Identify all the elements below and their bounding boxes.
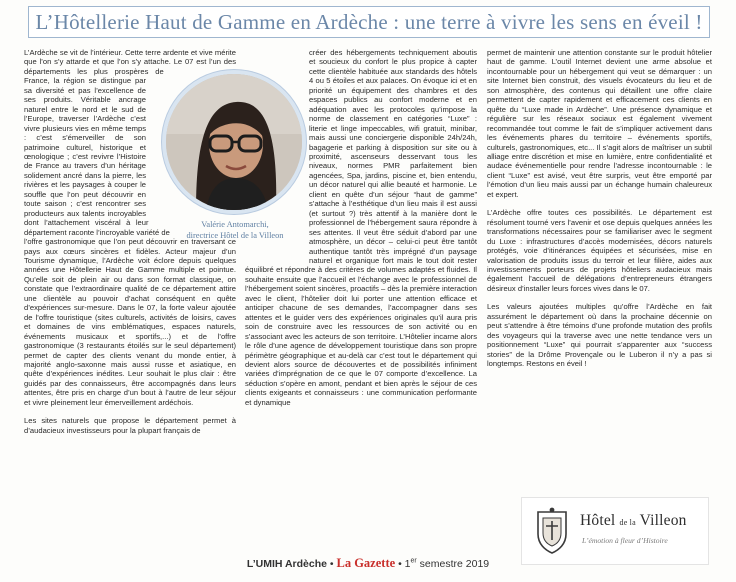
logo-name-main: Hôtel xyxy=(580,512,616,529)
hotel-logo xyxy=(521,497,709,565)
footer-brand: L’UMIH Ardèche xyxy=(246,558,327,570)
logo-name xyxy=(580,512,706,530)
logo-tagline: L’émotion à fleur d’Histoire xyxy=(582,536,668,545)
portrait-caption xyxy=(160,220,310,241)
portrait-photo xyxy=(162,70,306,214)
column-1-paragraph: Les sites naturels que propose le département permet à d’audacieux investisseurs pour la plupart français de xyxy=(24,416,236,435)
footer-gazette: La Gazette xyxy=(336,556,396,570)
caption-role: directrice Hôtel de la Villeon xyxy=(186,230,284,240)
crest-icon xyxy=(532,506,572,556)
footer xyxy=(0,556,736,571)
column-1-paragraph: L’Ardèche se vit de l’intérieur. Cette terre ardente et vive mérite que l’on s’y attarde et que l’on s’y attache. Le 07 est l’un des départements les plus prospères de France, la région se distingue par sa diversité et pas l’excellence de ses produits. Véritable ancrage naturel entre le nord et le sud de l’Europe, traverser l’Ardèche c’est vivre plusieurs vies en même temps : c’est s’émerveiller de son patrimoine culturel, historique et œnologique ; c’est revivre l’Histoire de France au travers d’un héritage solidement ancré dans la pierre, les rivières et les paysages à couper le souffle que l’on peut découvrir en toute saison ; c’est rencontrer ses producteurs aux talents incroyables dont l’attachement viscéral à leur département raconte l’incroyable variété de l’offre gastronomique que l’on peut découvrir en traversant ce pays aux cœurs sincères et fidèles. Acteur majeur d’un Tourisme dynamique, l’Ardèche voit éclore depuis quelques années une Hôtellerie Haut de Gamme multiple et pointue. Qu’elle soit de plein air ou dans son format classique, on constate que l’extraordinaire qualité de ce département attire une clientèle au pouvoir d’achat conséquent en quête d’expériences sur-mesure. Dans le 07, la forte valeur ajoutée de l’offre touristique (sites culturels, activités de loisirs, caves et domaines de vins emblématiques, espaces naturels, événements musicaux et sportifs,...) et de l’offre gastronomique (3 restaurants étoilés sur le seul département) permet de capter des clients venant du monde entier, à majorité anglo-saxonne mais aussi russe et asiatique, en quête d’expériences inédites. Leur souhait le plus clair : être guidés par des connaisseurs, être accompagnés dans leurs attentes, être pris en charge d’un bout à l’autre de leur séjour et vivre pleinement leur émerveillement ardéchois. xyxy=(24,48,236,407)
footer-period: semestre 2019 xyxy=(416,558,490,570)
footer-period-prefix: • 1 xyxy=(395,558,411,570)
column-2-paragraph: créer des hébergements techniquement aboutis et soucieux du confort le plus propice à capter cette clientèle habituée aux standards des hôtels 4 ou 5 étoiles et aux palaces. On évoque ici et en priorité un équipement des chambres et des espaces publics au confort moderne et en adéquation avec les protocoles qu’impose la norme de classement en catégories “Luxe” : literie et linge impeccables, wifi gratuit, minibar, mais aussi une conciergerie disponible 24h/24h, bagagerie et parking à disposition sur site ou à proximité, ascenseurs desservant tous les niveaux, normes PMR parfaitement bien agencées, Spa, jardins, piscine et, bien entendu, un décor naturel qui allie beauté et harmonie. Le client en quête d’un séjour “haut de gamme” s’attache à l’esthétique d’un lieu mais il est aussi (et surtout ?) très attentif à la manière dont le professionnel de l’hébergement saura répondre à ses attentes. Il veut être séduit d’abord par une atmosphère, un décor – celui-ci peut être tantôt authentique tantôt très imprégné d’un paysage naturel et organique fort mais le tout doit rester équilibré et répondre à des critères de volumes adaptés et fluides. Il souhaite ensuite que l’accueil et l’échange avec le professionnel de l’hébergement soient sincères, proactifs – dès la première interaction avec le client, l’hôtelier doit lui porter une attention efficace et anticiper chacune de ses demandes, l’accompagner dans ses attentes et le guider vers des expériences originales qu’il aura pris soin de construire avec les ressources de son activité ou en s’associant avec les acteurs de son territoire. L’Hôtelier incarne alors le rôle d’une agence de développement touristique dans son propre périmètre géographique et au-delà car c’est tout le département qui devient alors source de découvertes et de possibilités infiniment variées d’imprégnation de ce que le 07 comporte d’excellence. La séduction s’opère en amont, pendant et bien après le séjour de ces clients exigeants et connaisseurs : une communication performante et dynamique xyxy=(245,48,477,407)
logo-name-small: de la xyxy=(619,518,636,527)
article-column-3 xyxy=(487,48,712,478)
column-3-paragraph: permet de maintenir une attention constante sur le produit hôtelier haut de gamme. L’outil Internet devient une arme absolue et incontournable pour un hébergement qui veut se démarquer : un site Internet bien construit, des visuels évocateurs du lieu et de son atmosphère, des contenus qui détaillent une offre claire permettent de capter rapidement et efficacement ces clients en quête du “Luxe made in Ardèche”. Une présence dynamique et régulière sur les réseaux sociaux est également vivement recommandée tout comme le fait de s’impliquer activement dans les événements phares du territoire – événements sportifs, culturels, gastronomiques, etc... Il s’agit alors de maîtriser un subtil alliage entre discrétion et mise en lumière, entre confidentialité et audace événementielle pour rendre l’adresse incontournable : le client “Luxe” est avisé, veut être surpris, veut être emporté par l’émotion d’un lieu mais aussi par un échange humain chaleureux et expert. xyxy=(487,48,712,199)
headline-box xyxy=(28,6,710,38)
headline: L’Hôtellerie Haut de Gamme en Ardèche : une terre à vivre les sens en éveil ! xyxy=(35,9,703,34)
column-3-paragraph: Les valeurs ajoutées multiples qu’offre l’Ardèche en fait assurément le département où dans la prochaine décennie on peut s’attendre à être témoins d’une profonde mutation des profils des voyageurs qui la traverse avec une nette tendance vers un positionnement “Luxe” qui pourrait s’apparenter aux “success stories” de la Drôme Provençale ou le Luberon il n’y a pas si longtemps. Restons en éveil ! xyxy=(487,302,712,369)
logo-name-end: Villeon xyxy=(639,512,687,529)
portrait-illustration xyxy=(166,74,302,210)
caption-name: Valérie Antomarchi, xyxy=(201,220,269,229)
footer-ordinal: er xyxy=(410,557,417,565)
footer-separator: • xyxy=(326,558,337,570)
column-3-paragraph: L’Ardèche offre toutes ces possibilités. Le département est résolument tourné vers l’avenir et ose depuis quelques années les transformations nécessaires pour se familiariser avec le segment du Luxe : infrastructures d’accès modernisées, décors naturels protégés, voie d’itinérances équipées et sécurisées, mise en valorisation de produits issus du terroir et leur filière, aides aux investissements porteurs de projets hôteliers audacieux mais également l’accueil de délégations d’entrepreneurs étrangers désireux d’installer leurs forces vives dans le 07. xyxy=(487,208,712,293)
